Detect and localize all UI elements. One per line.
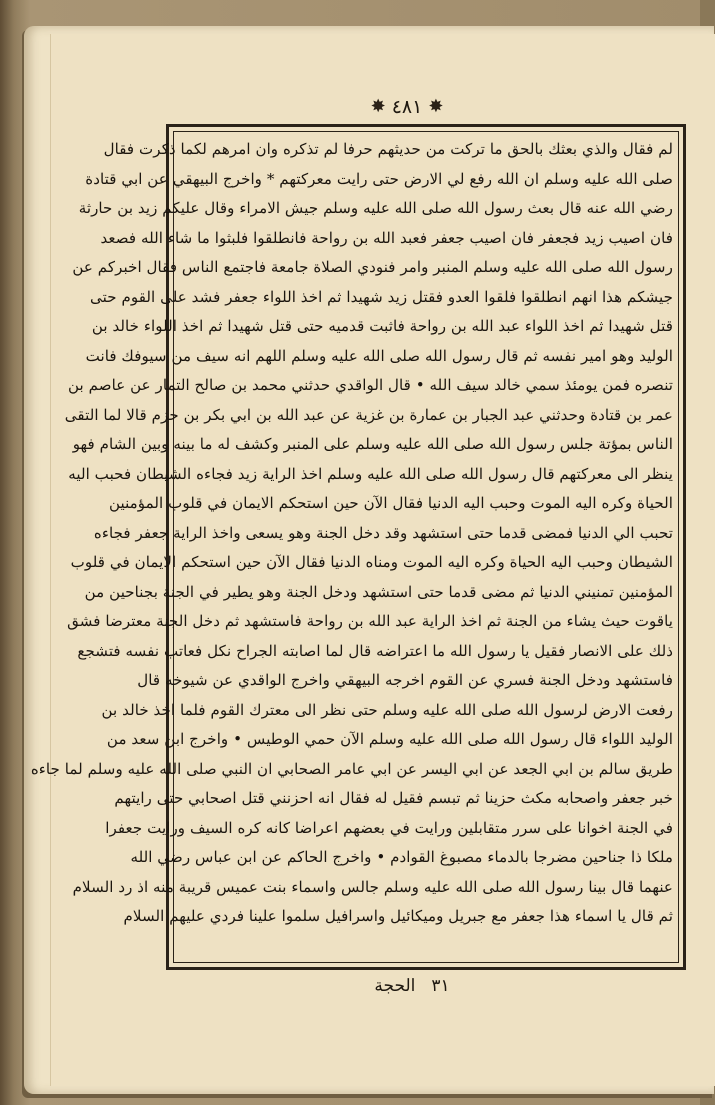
text-line: رفعت الارض لرسول الله صلى الله عليه وسلم حتى نظر الى معترك القوم فلما اخذ خالد بن xyxy=(101,700,673,719)
text-line: تحبب الي الدنيا فمضى قدما حتى استشهد وقد دخل الجنة وهو يسعى واخذ الراية جعفر فجاءه xyxy=(93,523,673,542)
text-line: ياقوت حيث يشاء من الجنة ثم اخذ الراية عبد الله بن رواحة فاستشهد ثم دخل الجنة معترضا فشق xyxy=(67,612,673,630)
body-text xyxy=(30,135,673,959)
signature-label: الحجة xyxy=(374,976,416,996)
signature-number: ٣١ xyxy=(431,976,450,996)
text-line: صلى الله عليه وسلم ان الله رفع لي الارض حتى رايت معركتهم * واخرج البيهقي عن ابي قتادة xyxy=(85,169,673,188)
text-line: ذلك على الانصار فقيل يا رسول الله ما اعتراضه قال لما اصابته الجراح نكل فعاتب نفسه فتشجع xyxy=(77,641,673,660)
text-line: طريق سالم بن ابي الجعد عن ابي اليسر عن ابي عامر الصحابي ان النبي صلى الله عليه وسلم لما جاءه xyxy=(30,759,673,778)
ornament-icon: ✸ xyxy=(428,96,444,117)
text-line: الشيطان وحبب اليه الحياة وكره اليه الموت ومناه الدنيا فقال الآن حين استحكم الايمان في قلوب xyxy=(70,553,673,571)
ornament-icon: ✸ xyxy=(370,96,386,117)
text-line: الوليد اللواء قال رسول الله صلى الله عليه وسلم الآن حمي الوطيس • واخرج ابن سعد من xyxy=(106,730,673,748)
text-line: الوليد وهو امير نفسه ثم قال رسول الله صلى الله عليه وسلم اللهم انه سيف من سيوفك فانت xyxy=(85,346,673,365)
page-header xyxy=(352,92,462,122)
text-frame xyxy=(30,124,686,970)
text-line: فان اصيب زيد فجعفر فان اصيب جعفر فعبد الله بن رواحة فانطلقوا فلبثوا ما شاء الله فصعد xyxy=(100,228,673,247)
text-line: قتل شهيدا ثم اخذ اللواء عبد الله بن رواحة فاثبت قدميه حتى قتل شهيدا ثم اخذ اللواء خالد بن xyxy=(91,317,673,335)
text-line: ينظر الى معركتهم قال رسول الله صلى الله عليه وسلم اخذ الراية زيد فجاءه الشيطان فحبب اليه xyxy=(68,464,673,483)
text-line: فاستشهد ودخل الجنة فسري عن القوم اخرجه البيهقي واخرج الواقدي عن شيوخه قال xyxy=(137,671,673,689)
text-line: عمر بن قتادة وحدثني عبد الجبار بن عمارة بن غزية عن عبد الله بن ابي بكر بن حزم قالا لما التقى xyxy=(64,405,673,424)
text-line: في الجنة اخوانا على سرر متقابلين ورايت في بعضهم اعراضا كانه كره السيف ورايت جعفرا xyxy=(105,818,673,837)
text-line: خبر جعفر واصحابه مكث حزينا ثم تبسم فقيل له فقال انه احزنني قتل اصحابي حتى رايتهم xyxy=(114,789,673,807)
text-line: المؤمنين تمنيني الدنيا ثم مضى قدما حتى استشهد ودخل الجنة وهو يطير في الجنة بجناحين من xyxy=(84,582,673,601)
text-line: الناس بمؤتة جلس رسول الله صلى الله عليه وسلم على المنبر وكشف له ما بينه وبين الشام فهو xyxy=(72,435,673,453)
page-number: ٤٨١ xyxy=(391,96,423,118)
text-line: رسول الله صلى الله عليه وسلم المنبر وامر فنودي الصلاة جامعة فاجتمع الناس فقال اخبركم عن xyxy=(72,258,673,276)
text-line: جيشكم هذا انهم انطلقوا فلقوا العدو فقتل زيد شهيدا ثم اخذ اللواء جعفر فشد على القوم حتى xyxy=(90,287,673,306)
page-footer xyxy=(352,972,472,1000)
text-line: ثم قال يا اسماء هذا جعفر مع جبريل وميكائيل واسرافيل سلموا علينا فردي عليهم السلام xyxy=(123,907,673,925)
text-line: لم فقال والذي بعثك بالحق ما تركت من حديثهم حرفا لم تذكره وان امرهم لكما ذكرت فقال xyxy=(103,140,673,158)
text-line: رضي الله عنه قال بعث رسول الله صلى الله عليه وسلم جيش الامراء وقال عليكم زيد بن حارثة xyxy=(78,199,673,217)
text-line: ملكا ذا جناحين مضرجا بالدماء مصبوغ القوادم • واخرج الحاكم عن ابن عباس رضي الله xyxy=(130,848,673,866)
text-line: تنصره فمن يومئذ سمي خالد سيف الله • قال الواقدي حدثني محمد بن صالح التمار عن عاصم بن xyxy=(67,376,673,394)
text-line: عنهما قال بينا رسول الله صلى الله عليه وسلم جالس واسماء بنت عميس قريبة منه اذ رد السلام xyxy=(72,877,673,896)
text-line: الحياة وكره اليه الموت وحبب اليه الدنيا فقال الآن حين استحكم الايمان في قلوب المؤمنين xyxy=(108,494,673,512)
